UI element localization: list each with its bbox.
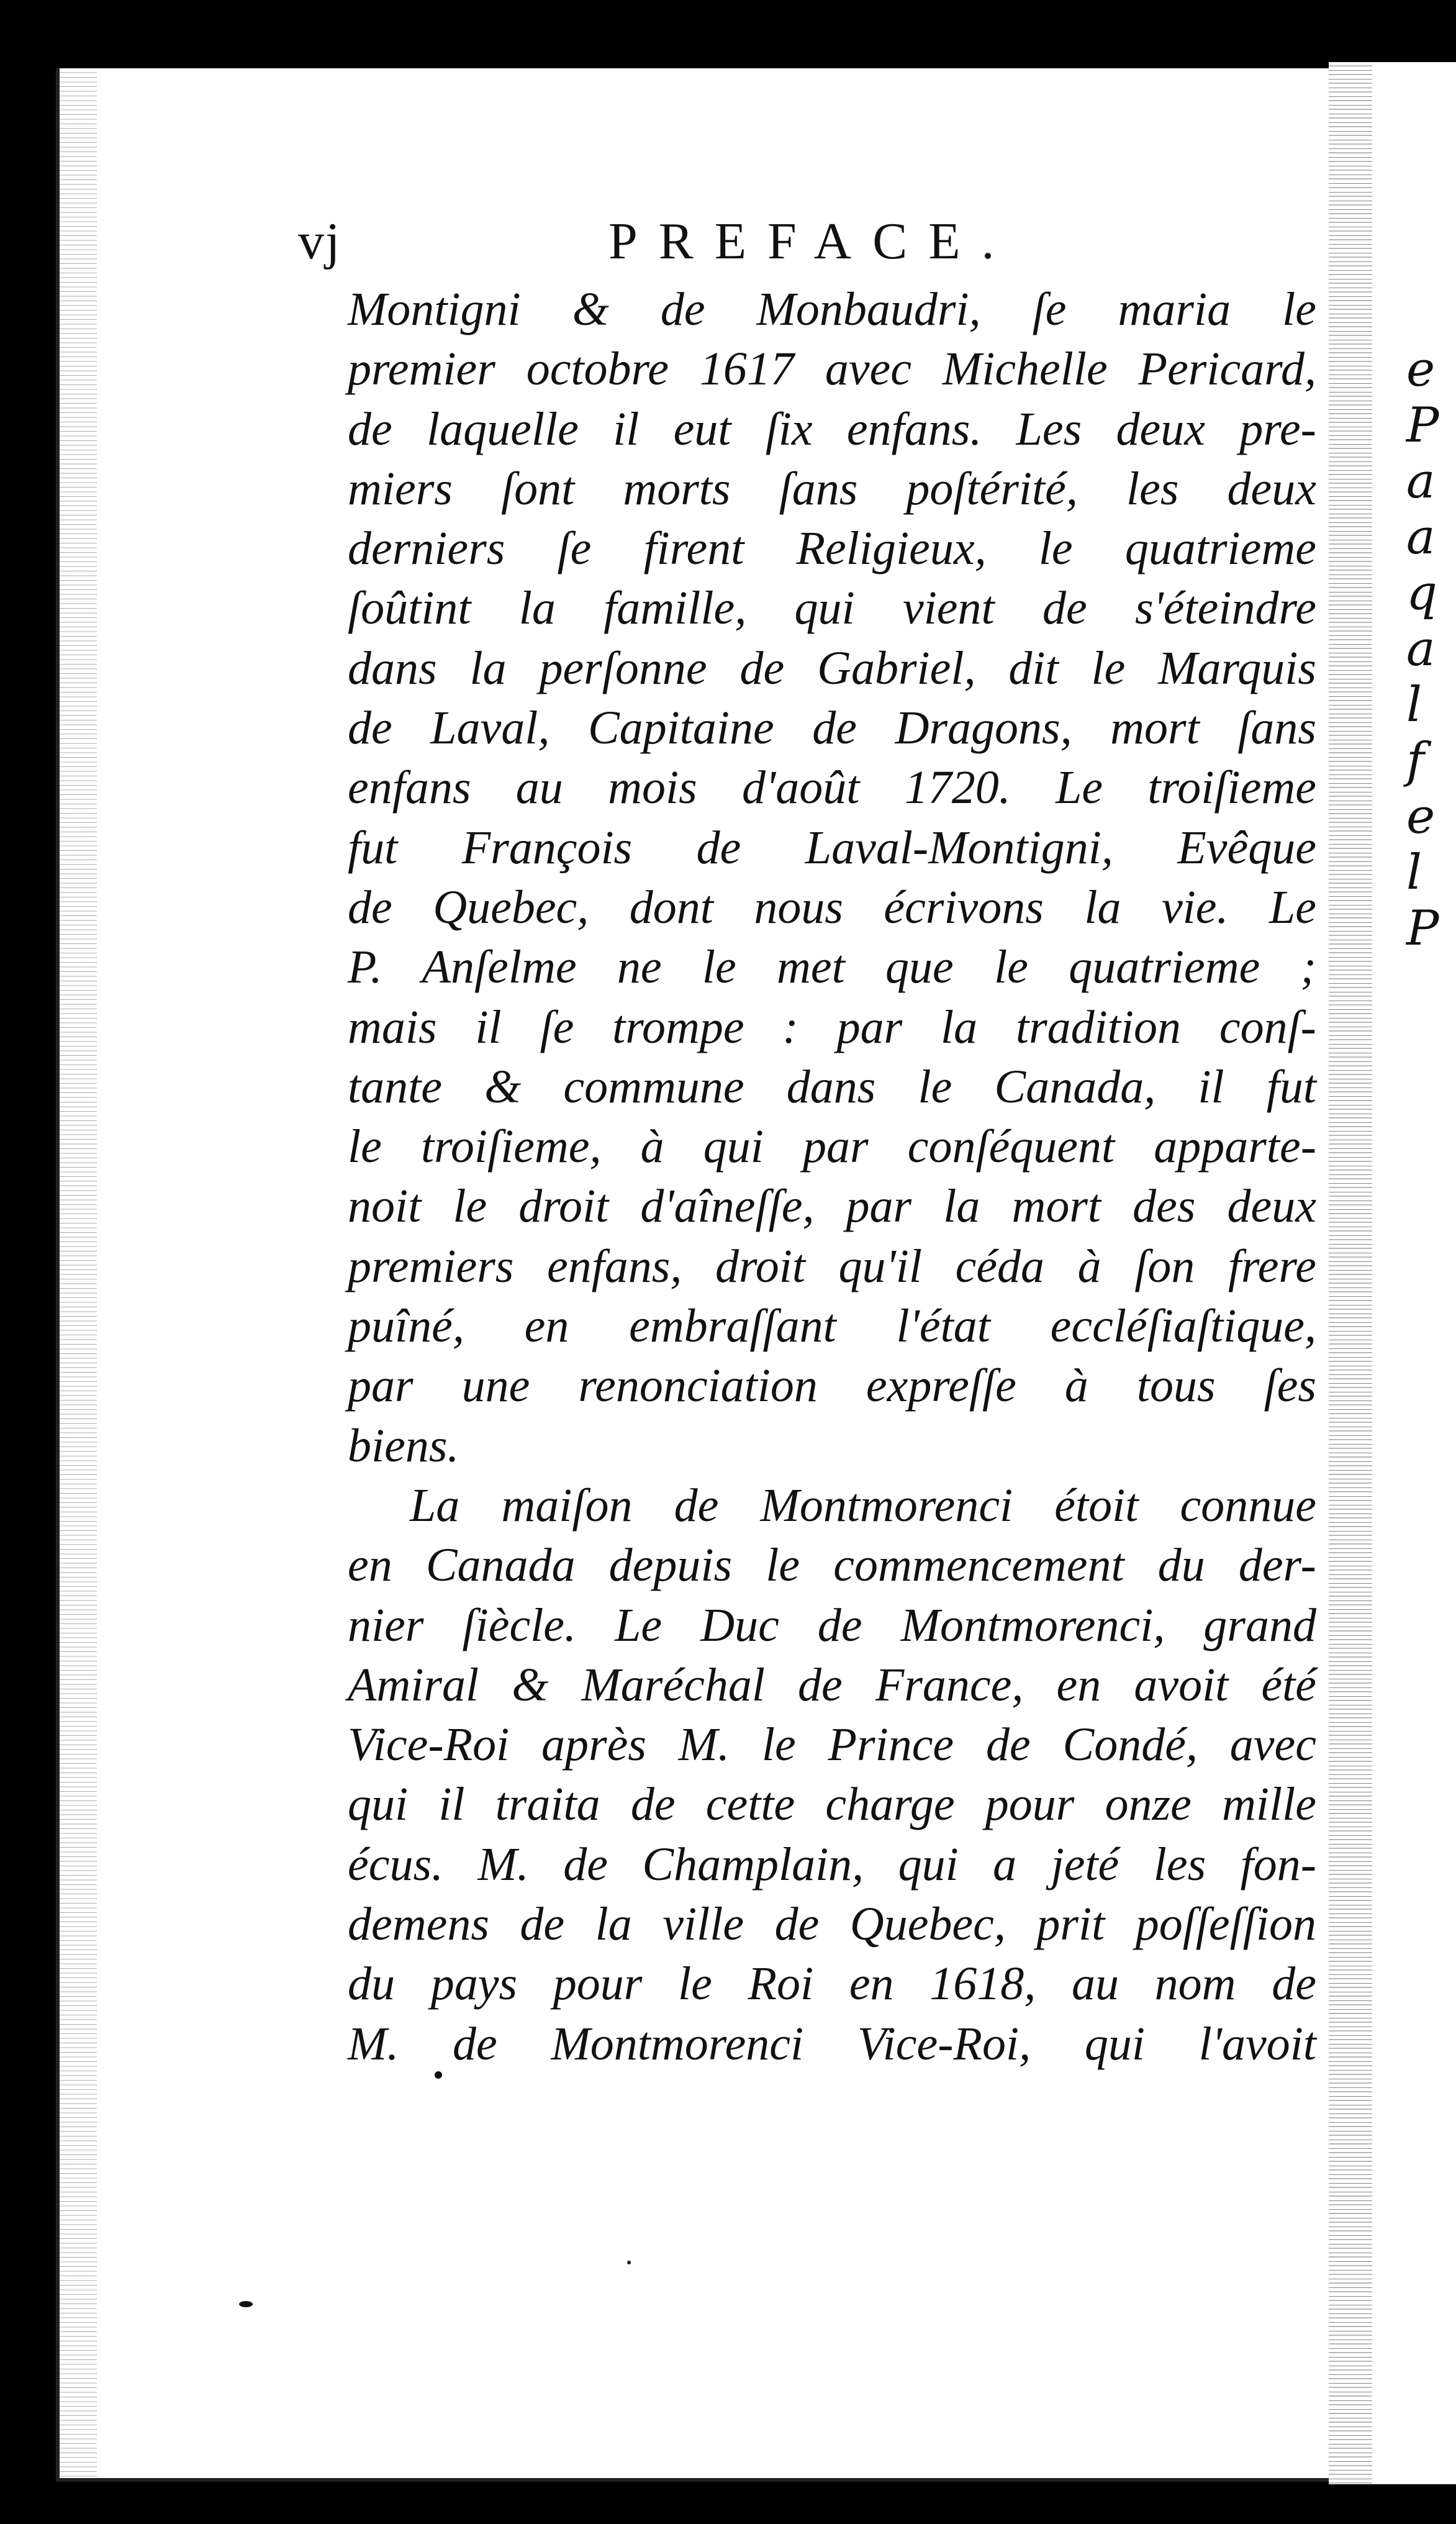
text-line: P. Anſelme ne le met que le quatrieme ;	[348, 941, 1316, 994]
facing-letter: f	[1406, 733, 1424, 789]
facing-page-edge	[1329, 62, 1456, 2484]
paragraph-continued	[348, 279, 1316, 1476]
text-line: biens.	[348, 1419, 459, 1472]
text-line: en Canada depuis le commencement du der-	[348, 1539, 1316, 1592]
text-line: premier octobre 1617 avec Michelle Pericard,	[348, 343, 1316, 396]
page-header	[298, 211, 1304, 279]
running-title: PREFACE.	[608, 212, 1016, 270]
text-line: de laquelle il eut ſix enfans. Les deux pre-	[348, 402, 1316, 455]
text-line: par une renonciation expreſſe à tous ſes	[348, 1360, 1316, 1412]
ink-speck	[435, 2071, 442, 2079]
text-line: puîné, en embraſſant l'état eccléſiaſtique,	[348, 1300, 1316, 1353]
facing-letter: P	[1406, 397, 1439, 453]
facing-letter: a	[1406, 509, 1436, 565]
text-line: tante & commune dans le Canada, il fut	[348, 1060, 1316, 1113]
facing-letter: a	[1406, 621, 1436, 677]
text-line: noit le droit d'aîneſſe, par la mort des deux	[348, 1180, 1316, 1233]
ink-speck	[627, 2261, 631, 2264]
page-number: vj	[298, 212, 341, 270]
text-line: demens de la ville de Quebec, prit poſſeſſion	[348, 1898, 1316, 1951]
text-line: La maiſon de Montmorenci étoit connue	[410, 1479, 1316, 1532]
text-line: premiers enfans, droit qu'il céda à ſon frere	[348, 1240, 1316, 1292]
ink-speck	[239, 2301, 253, 2307]
facing-letter: l	[1406, 845, 1422, 901]
text-line: qui il traita de cette charge pour onze mille	[348, 1778, 1316, 1831]
text-line: de Laval, Capitaine de Dragons, mort ſans	[348, 702, 1316, 755]
text-line: nier ſiècle. Le Duc de Montmorenci, grand	[348, 1599, 1316, 1651]
text-line: fut François de Laval-Montigni, Evêque	[348, 821, 1316, 874]
text-line: du pays pour le Roi en 1618, au nom de	[348, 1958, 1316, 2010]
text-line: derniers ſe firent Religieux, le quatrieme	[348, 522, 1316, 575]
facing-letter: a	[1406, 453, 1436, 509]
gutter-shadow	[1329, 62, 1372, 2484]
facing-page-text	[1406, 342, 1456, 956]
text-line: de Quebec, dont nous écrivons la vie. Le	[348, 881, 1316, 933]
body-text	[348, 279, 1316, 2074]
text-line: dans la perſonne de Gabriel, dit le Marquis	[348, 642, 1316, 694]
text-line: mais il ſe trompe : par la tradition conſ-	[348, 1001, 1316, 1053]
facing-letter: l	[1406, 677, 1422, 733]
binding-edge	[60, 68, 97, 2478]
text-line: Vice-Roi après M. le Prince de Condé, avec	[348, 1718, 1316, 1771]
facing-letter: e	[1406, 789, 1436, 845]
text-line: miers ſont morts ſans poſtérité, les deux	[348, 462, 1316, 515]
paragraph-montmorenci	[348, 1476, 1316, 2074]
text-line: écus. M. de Champlain, qui a jeté les fon-	[348, 1838, 1316, 1891]
text-line: Amiral & Maréchal de France, en avoit été	[348, 1658, 1316, 1711]
text-line: ſoûtint la famille, qui vient de s'éteindre	[348, 582, 1316, 635]
text-line: le troiſieme, à qui par conſéquent apparte-	[348, 1120, 1316, 1173]
text-line: enfans au mois d'août 1720. Le troiſieme	[348, 761, 1316, 814]
facing-letter: e	[1406, 342, 1436, 397]
facing-letter: P	[1406, 901, 1439, 956]
text-line: M. de Montmorenci Vice-Roi, qui l'avoit	[348, 2017, 1316, 2070]
facing-letter: q	[1406, 565, 1437, 621]
text-line: Montigni & de Monbaudri, ſe maria le	[348, 283, 1316, 335]
